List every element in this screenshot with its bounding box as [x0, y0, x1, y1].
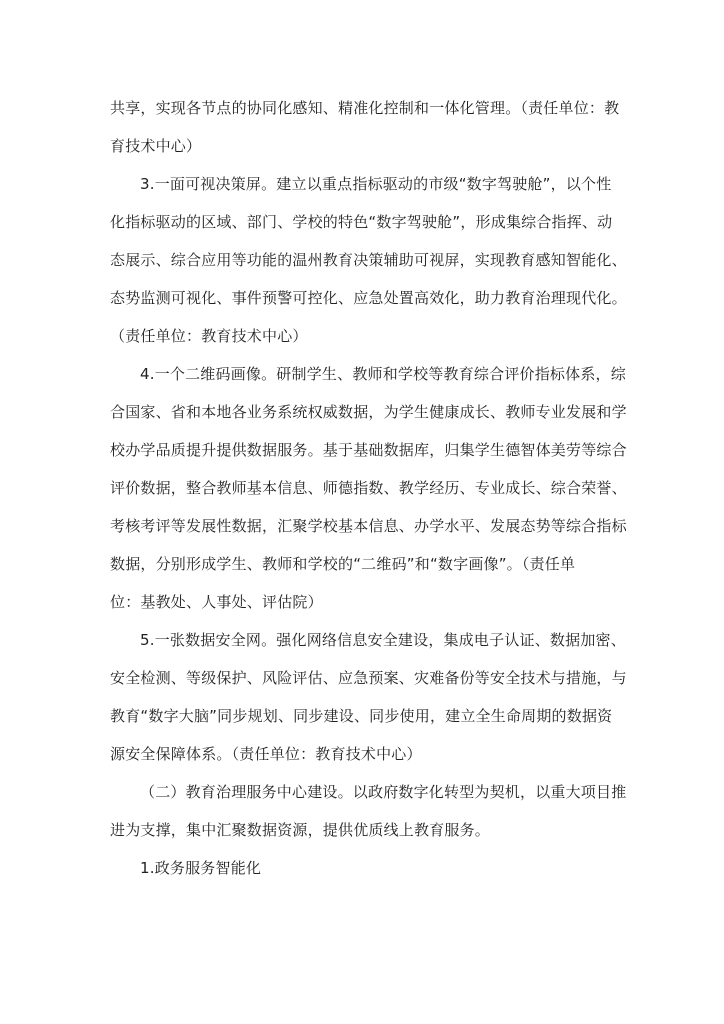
text-line: 进为支撑，集中汇聚数据资源，提供优质线上教育服务。 [110, 821, 491, 839]
text-line: 评价数据，整合教师基本信息、师德指数、教学经历、专业成长、综合荣誉、 [110, 479, 627, 497]
text-line: 化指标驱动的区域、部门、学校的特色“数字驾驶舱”，形成集综合指挥、动 [110, 213, 613, 231]
text-line: 数据，分别形成学生、教师和学校的“二维码”和“数字画像”。（责任单 [110, 555, 576, 573]
text-line: 安全检测、等级保护、风险评估、应急预案、灾难备份等安全技术与措施，与 [110, 669, 627, 687]
text-line: 态展示、综合应用等功能的温州教育决策辅助可视屏，实现教育感知智能化、 [110, 251, 627, 269]
text-line: （二）教育治理服务中心建设。以政府数字化转型为契机，以重大项目推 [140, 783, 627, 801]
text-line: 位：基教处、人事处、评估院） [110, 593, 323, 611]
text-line: 1.政务服务智能化 [140, 859, 262, 877]
text-line: 教育“数字大脑”同步规划、同步建设、同步使用，建立全生命周期的数据资 [110, 707, 613, 725]
text-line: 源安全保障体系。（责任单位：教育技术中心） [110, 745, 422, 763]
text-line: 4.一个二维码画像。研制学生、教师和学校等教育综合评价指标体系，综 [140, 365, 626, 383]
text-line: 合国家、省和本地各业务系统权威数据，为学生健康成长、教师专业发展和学 [110, 403, 627, 421]
text-line: 3.一面可视决策屏。建立以重点指标驱动的市级“数字驾驶舱”，以个性 [140, 175, 612, 193]
text-line: 共享，实现各节点的协同化感知、精准化控制和一体化管理。（责任单位：教 [110, 99, 620, 117]
text-line: 态势监测可视化、事件预警可控化、应急处置高效化，助力教育治理现代化。 [110, 289, 627, 307]
text-line: 育技术中心） [110, 137, 202, 155]
text-line: （责任单位：教育技术中心） [110, 327, 308, 345]
text-line: 考核考评等发展性数据，汇聚学校基本信息、办学水平、发展态势等综合指标 [110, 517, 627, 535]
text-line: 校办学品质提升提供数据服务。基于基础数据库，归集学生德智体美劳等综合 [110, 441, 627, 459]
text-line: 5.一张数据安全网。强化网络信息安全建设，集成电子认证、数据加密、 [140, 631, 626, 649]
